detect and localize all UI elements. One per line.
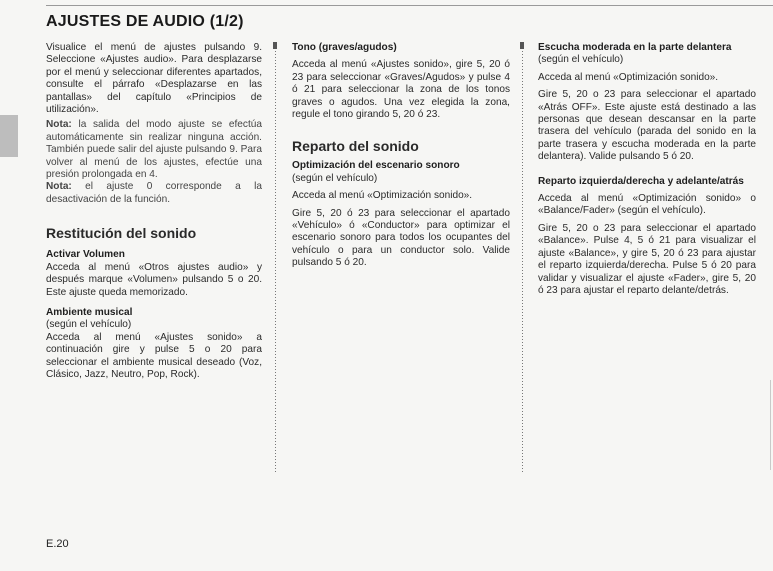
escucha-moderada-text-1: Acceda al menú «Optimización sonido». — [538, 71, 719, 83]
column-1 — [46, 42, 262, 381]
optimizacion-title: Optimización del escenario sonoro — [292, 160, 460, 172]
section-tab-marker — [0, 115, 18, 157]
column-2 — [292, 42, 510, 270]
separator-mark-2 — [520, 42, 524, 49]
escucha-moderada-title: Escucha moderada en la parte delantera — [538, 42, 732, 53]
ambiente-musical-title: Ambiente musical — [46, 306, 133, 318]
tono-text: Acceda al menú «Ajustes sonido», gire 5, 20 ó 23 para seleccionar «Graves/Agudos» y pulse 4 ó 21 para seleccionar la zona de los tonos graves o agudos. Una vez elegida la zona, regule el tono girando 5, 20 ó 23. — [292, 59, 510, 121]
section-title-reparto: Reparto del sonido — [292, 138, 419, 155]
escucha-moderada-subtitle: (según el vehículo) — [538, 54, 624, 66]
activar-volumen-title: Activar Volumen — [46, 249, 125, 261]
column-3 — [538, 42, 756, 297]
escucha-moderada-text-2: Gire 5, 20 o 23 para seleccionar el apartado «Atrás OFF». Este ajuste está destinado a las personas que desean descansar en la parte trasera del vehículo (parada del sonido en la parte trasera y escucha moderada en la parte delantera). Valide pulsando 5 ó 20. — [538, 89, 756, 163]
column-separator-2 — [522, 42, 523, 472]
optimizacion-text-1: Acceda al menú «Optimización sonido». — [292, 190, 473, 202]
top-rule — [46, 5, 773, 6]
note-1-label: Nota: — [46, 119, 72, 131]
activar-volumen-text: Acceda al menú «Otros ajustes audio» y después marque «Volumen» pulsando 5 o 20. Este ajuste queda memorizado. — [46, 261, 262, 298]
note-1 — [46, 119, 262, 181]
tono-title: Tono (graves/agudos) — [292, 42, 397, 53]
optimizacion-subtitle: (según el vehículo) — [292, 172, 378, 184]
reparto-text-2: Gire 5, 20 o 23 para seleccionar el apartado «Balance». Pulse 4, 5 ó 21 para visualizar el ajuste «Balance», y gire 5, 20 ó 23 para ajustar el reparto izquierda/derecha. Pulse 5 ó 20 para validar y visualizar el ajuste «Fader», gire 5, 20 ó 23 para ajustar el reparto delante/detrás. — [538, 222, 756, 296]
optimizacion-text-2: Gire 5, 20 ó 23 para seleccionar el apartado «Vehículo» ó «Conductor» para optimizar el escenario sonoro para todos los ocupantes del vehículo o para un conductor solo. Valide pulsando 5 ó 20. — [292, 207, 510, 269]
column-separator-1 — [275, 42, 276, 472]
ambiente-musical-subtitle: (según el vehículo) — [46, 319, 132, 331]
note-2-text: el ajuste 0 corresponde a la desactivación de la función. — [46, 181, 262, 205]
section-title-restitucion: Restitución del sonido — [46, 225, 197, 242]
note-2-label: Nota: — [46, 181, 72, 193]
separator-mark-1 — [273, 42, 277, 49]
note-2 — [46, 181, 262, 206]
ambiente-musical-text: Acceda al menú «Ajustes sonido» a continuación gire y pulse 5 o 20 para seleccionar el ambiente musical deseado (Voz, Clásico, Jazz, Neutro, Pop, Rock). — [46, 331, 262, 380]
note-1-text: la salida del modo ajuste se efectúa automáticamente sin realizar ninguna acción. También puede salir del ajuste pulsando 9. Para volver al menú de los ajustes, efectúe una presión prolongada en 4. — [46, 119, 262, 181]
reparto-text-1: Acceda al menú «Optimización sonido» o «Balance/Fader» (según el vehículo). — [538, 193, 756, 217]
reparto-title: Reparto izquierda/derecha y adelante/atrás — [538, 175, 744, 187]
page-edge-line — [770, 380, 771, 470]
intro-paragraph: Visualice el menú de ajustes pulsando 9. Seleccione «Ajustes audio». Para desplazarse por el menú y seleccionar diferentes apartados, consulte el párrafo «Desplazarse en las pantallas» del capítulo «Principios de utilización». — [46, 42, 262, 116]
page-number: E.20 — [46, 538, 69, 550]
page-title: AJUSTES DE AUDIO (1/2) — [46, 13, 244, 30]
